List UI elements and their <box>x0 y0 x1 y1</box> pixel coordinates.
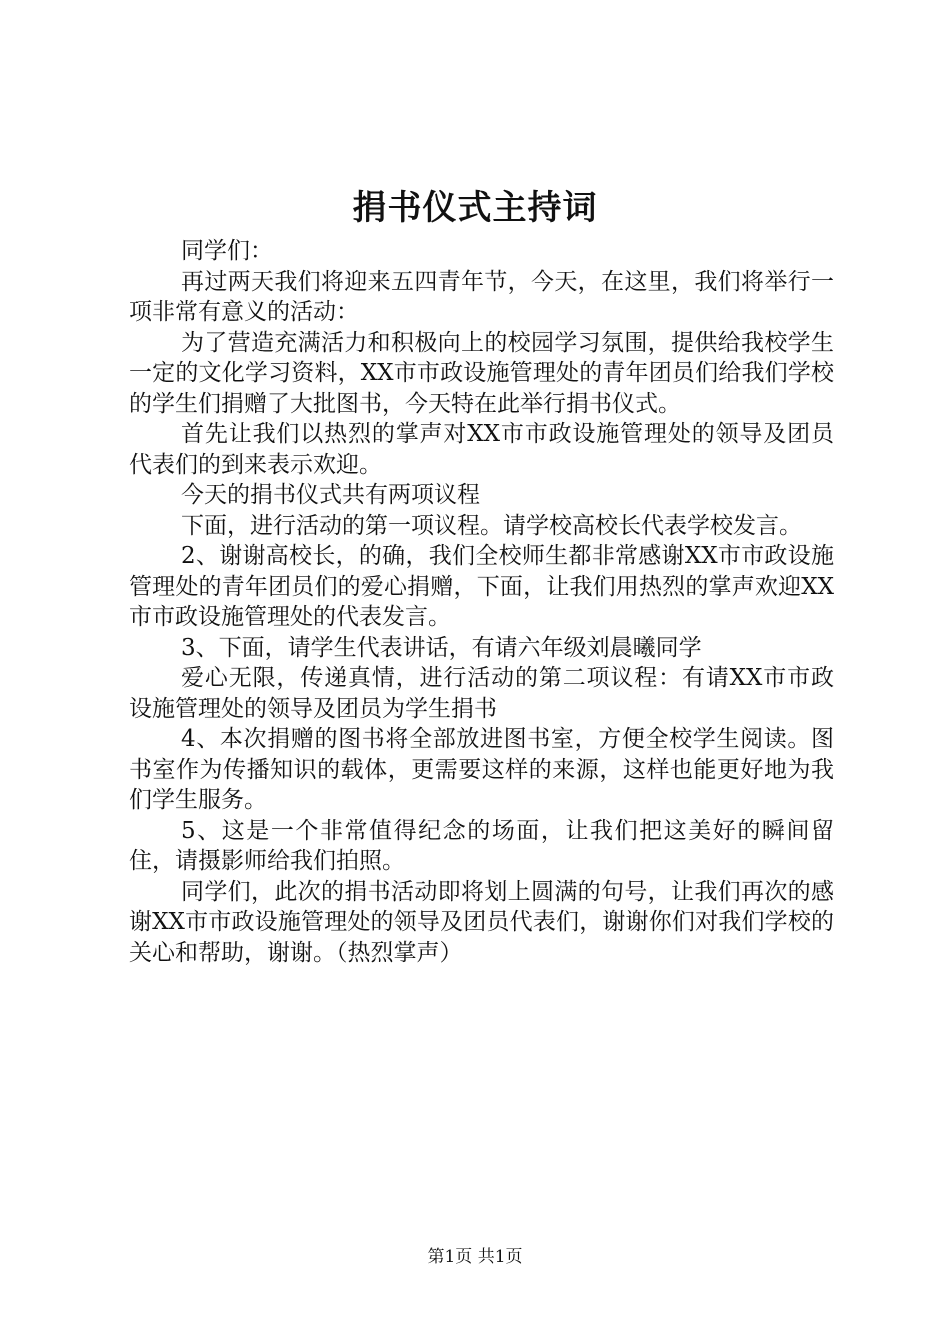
paragraph-agenda-item-2: 爱心无限，传递真情，进行活动的第二项议程：有请XX市市政设施管理处的领导及团员为学生捐书 <box>129 665 834 722</box>
paragraph-item-4: 4、本次捐赠的图书将全部放进图书室，方便全校学生阅读。图书室作为传播知识的载体，更需要这样的来源，这样也能更好地为我们学生服务。 <box>129 726 834 813</box>
document-title: 捐书仪式主持词 <box>352 188 598 228</box>
page-number-footer: 第1页 共1页 <box>427 1247 523 1267</box>
paragraph-item-5: 5、这是一个非常值得纪念的场面，让我们把这美好的瞬间留住，请摄影师给我们拍照。 <box>129 817 834 874</box>
paragraph-salutation: 同学们： <box>181 238 273 264</box>
paragraph-welcome: 首先让我们以热烈的掌声对XX市市政设施管理处的领导及团员代表们的到来表示欢迎。 <box>129 421 834 478</box>
paragraph-agenda: 今天的捐书仪式共有两项议程 <box>181 482 480 508</box>
paragraph-agenda-item-1: 下面，进行活动的第一项议程。请学校高校长代表学校发言。 <box>181 512 802 539</box>
paragraph-opening: 再过两天我们将迎来五四青年节，今天，在这里，我们将举行一项非常有意义的活动： <box>129 268 834 325</box>
paragraph-closing: 同学们，此次的捐书活动即将划上圆满的句号，让我们再次的感谢XX市市政设施管理处的领导及团员代表们，谢谢你们对我们学校的关心和帮助，谢谢。（热烈掌声） <box>129 878 834 966</box>
paragraph-purpose: 为了营造充满活力和积极向上的校园学习氛围，提供给我校学生一定的文化学习资料，XX市市政设施管理处的青年团员们给我们学校的学生们捐赠了大批图书，今天特在此举行捐书仪式。 <box>129 329 834 417</box>
document-body <box>129 236 834 968</box>
paragraph-item-2: 2、谢谢高校长，的确，我们全校师生都非常感谢XX市市政设施管理处的青年团员们的爱心捐赠，下面，让我们用热烈的掌声欢迎XX市市政设施管理处的代表发言。 <box>129 543 834 630</box>
paragraph-item-3: 3、下面，请学生代表讲话，有请六年级刘晨曦同学 <box>181 634 702 661</box>
